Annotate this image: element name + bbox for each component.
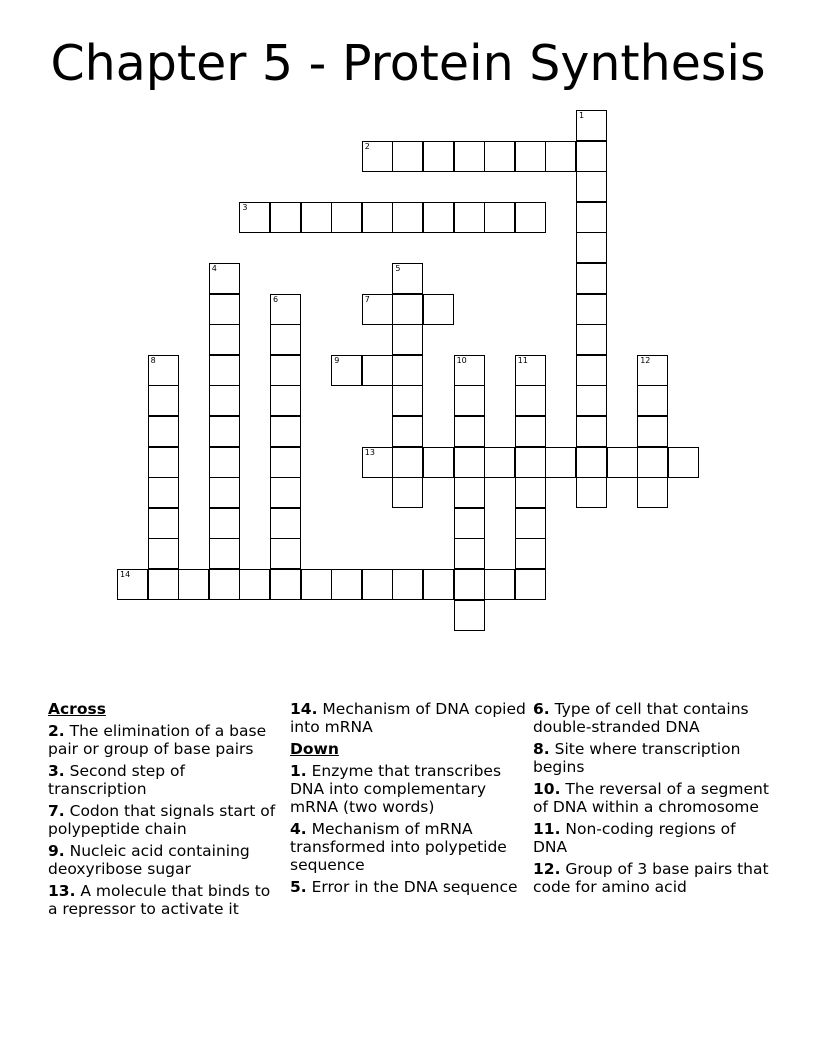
clue-down-4: 4. Mechanism of mRNA transformed into polypetide sequence <box>290 820 507 874</box>
grid-cell[interactable] <box>515 508 546 539</box>
grid-cell[interactable] <box>637 355 668 386</box>
clue-across-13: 13. A molecule that binds to a repressor to activate it <box>48 882 271 918</box>
grid-cell[interactable] <box>454 600 485 631</box>
grid-cell[interactable] <box>576 416 607 447</box>
grid-cell[interactable] <box>576 447 607 478</box>
grid-cell[interactable] <box>392 355 423 386</box>
clue-number: 6 <box>273 294 279 304</box>
grid-cell[interactable] <box>117 569 148 600</box>
clue-number: 7 <box>364 294 370 304</box>
grid-cell[interactable] <box>484 202 515 233</box>
grid-cell[interactable] <box>423 294 454 325</box>
grid-cell[interactable] <box>270 385 301 416</box>
grid-cell[interactable] <box>392 416 423 447</box>
grid-cell[interactable] <box>270 508 301 539</box>
grid-cell[interactable] <box>362 447 393 478</box>
grid-cell[interactable] <box>148 355 179 386</box>
grid-cell[interactable] <box>209 385 240 416</box>
grid-cell[interactable] <box>668 447 699 478</box>
grid-cell[interactable] <box>454 416 485 447</box>
grid-cell[interactable] <box>270 538 301 569</box>
grid-cell[interactable] <box>454 447 485 478</box>
grid-cell[interactable] <box>392 385 423 416</box>
grid-cell[interactable] <box>209 477 240 508</box>
grid-cell[interactable] <box>576 202 607 233</box>
grid-cell[interactable] <box>515 141 546 172</box>
clue-number: 4 <box>211 264 217 273</box>
grid-cell[interactable] <box>148 416 179 447</box>
grid-cell[interactable] <box>515 477 546 508</box>
clue-down-1: 1. Enzyme that transcribes DNA into complementary mRNA (two words) <box>290 762 502 816</box>
clue-down-12: 12. Group of 3 base pairs that code for amino acid <box>533 860 769 896</box>
grid-cell[interactable] <box>423 141 454 172</box>
clues-column-3 <box>533 700 769 900</box>
grid-cell[interactable] <box>576 324 607 355</box>
grid-cell[interactable] <box>270 477 301 508</box>
grid-cell[interactable] <box>239 569 270 600</box>
grid-cell[interactable] <box>576 385 607 416</box>
clue-down-8: 8. Site where transcription begins <box>533 740 741 776</box>
grid-cell[interactable] <box>331 355 362 386</box>
across-heading: Across <box>48 700 106 718</box>
grid-cell[interactable] <box>148 447 179 478</box>
grid-cell[interactable] <box>209 263 240 294</box>
grid-cell[interactable] <box>576 294 607 325</box>
clue-number: 5 <box>395 264 401 273</box>
grid-cell[interactable] <box>209 416 240 447</box>
clue-number: 14 <box>120 570 131 579</box>
grid-cell[interactable] <box>637 477 668 508</box>
grid-cell[interactable] <box>423 447 454 478</box>
grid-cell[interactable] <box>576 141 607 172</box>
grid-cell[interactable] <box>515 447 546 478</box>
grid-cell[interactable] <box>148 569 179 600</box>
grid-cell[interactable] <box>392 141 423 172</box>
grid-cell[interactable] <box>545 141 576 172</box>
grid-cell[interactable] <box>454 569 485 600</box>
clue-down-11: 11. Non-coding regions of DNA <box>533 820 736 856</box>
grid-cell[interactable] <box>545 447 576 478</box>
grid-cell[interactable] <box>392 569 423 600</box>
grid-cell[interactable] <box>576 263 607 294</box>
grid-cell[interactable] <box>270 294 301 325</box>
grid-cell[interactable] <box>209 324 240 355</box>
clue-down-6: 6. Type of cell that contains double-stranded DNA <box>533 700 749 736</box>
grid-cell[interactable] <box>331 202 362 233</box>
grid-cell[interactable] <box>484 447 515 478</box>
grid-cell[interactable] <box>392 447 423 478</box>
clue-number: 8 <box>150 355 156 365</box>
grid-cell[interactable] <box>301 569 332 600</box>
grid-cell[interactable] <box>331 569 362 600</box>
grid-cell[interactable] <box>637 416 668 447</box>
grid-cell[interactable] <box>362 141 393 172</box>
grid-cell[interactable] <box>515 538 546 569</box>
clue-number: 3 <box>242 202 248 212</box>
grid-cell[interactable] <box>362 569 393 600</box>
grid-cell[interactable] <box>270 355 301 386</box>
clue-down-10: 10. The reversal of a segment of DNA within a chromosome <box>533 780 769 816</box>
grid-cell[interactable] <box>270 416 301 447</box>
clue-number: 9 <box>334 355 340 365</box>
grid-cell[interactable] <box>148 477 179 508</box>
grid-cell[interactable] <box>209 294 240 325</box>
grid-cell[interactable] <box>209 355 240 386</box>
clue-across-7: 7. Codon that signals start of polypeptide chain <box>48 802 276 838</box>
grid-cell[interactable] <box>209 508 240 539</box>
page-title: Chapter 5 - Protein Synthesis <box>50 35 766 92</box>
grid-cell[interactable] <box>209 569 240 600</box>
grid-cell[interactable] <box>515 355 546 386</box>
grid-cell[interactable] <box>392 324 423 355</box>
clues-column-1 <box>48 700 284 922</box>
grid-cell[interactable] <box>423 202 454 233</box>
grid-cell[interactable] <box>576 171 607 202</box>
grid-cell[interactable] <box>637 447 668 478</box>
grid-cell[interactable] <box>454 508 485 539</box>
grid-cell[interactable] <box>209 447 240 478</box>
down-heading: Down <box>290 740 339 758</box>
clue-number: 10 <box>456 355 467 365</box>
grid-cell[interactable] <box>576 355 607 386</box>
grid-cell[interactable] <box>148 385 179 416</box>
grid-cell[interactable] <box>484 141 515 172</box>
grid-cell[interactable] <box>362 202 393 233</box>
clue-number: 13 <box>364 447 375 457</box>
grid-cell[interactable] <box>270 569 301 600</box>
grid-cell[interactable] <box>576 232 607 263</box>
grid-cell[interactable] <box>178 569 209 600</box>
grid-cell[interactable] <box>515 385 546 416</box>
grid-cell[interactable] <box>515 202 546 233</box>
grid-cell[interactable] <box>270 202 301 233</box>
grid-cell[interactable] <box>392 294 423 325</box>
grid-cell[interactable] <box>362 294 393 325</box>
grid-cell[interactable] <box>392 202 423 233</box>
grid-cell[interactable] <box>454 202 485 233</box>
clue-across-2: 2. The elimination of a base pair or group of base pairs <box>48 722 267 758</box>
grid-cell[interactable] <box>301 202 332 233</box>
grid-cell[interactable] <box>362 355 393 386</box>
clue-down-5: 5. Error in the DNA sequence <box>290 878 518 896</box>
clue-number: 12 <box>640 355 651 365</box>
clue-across-14: 14. Mechanism of DNA copied into mRNA <box>290 700 526 736</box>
grid-cell[interactable] <box>576 477 607 508</box>
grid-cell[interactable] <box>454 141 485 172</box>
grid-cell[interactable] <box>270 324 301 355</box>
clue-across-9: 9. Nucleic acid containing deoxyribose sugar <box>48 842 250 878</box>
grid-cell[interactable] <box>454 355 485 386</box>
grid-cell[interactable] <box>209 538 240 569</box>
clue-across-3: 3. Second step of transcription <box>48 762 185 798</box>
clue-number: 2 <box>364 141 370 151</box>
grid-cell[interactable] <box>515 569 546 600</box>
grid-cell[interactable] <box>454 538 485 569</box>
grid-cell[interactable] <box>576 110 607 141</box>
grid-cell[interactable] <box>484 569 515 600</box>
grid-cell[interactable] <box>239 202 270 233</box>
clues-column-2 <box>290 700 526 900</box>
grid-cell[interactable] <box>637 385 668 416</box>
grid-cell[interactable] <box>515 416 546 447</box>
grid-cell[interactable] <box>148 508 179 539</box>
grid-cell[interactable] <box>454 385 485 416</box>
grid-cell[interactable] <box>392 477 423 508</box>
grid-cell[interactable] <box>392 263 423 294</box>
grid-cell[interactable] <box>148 538 179 569</box>
grid-cell[interactable] <box>454 477 485 508</box>
clue-number: 11 <box>517 355 528 365</box>
grid-cell[interactable] <box>607 447 638 478</box>
grid-cell[interactable] <box>423 569 454 600</box>
grid-cell[interactable] <box>270 447 301 478</box>
clue-number: 1 <box>579 111 585 120</box>
